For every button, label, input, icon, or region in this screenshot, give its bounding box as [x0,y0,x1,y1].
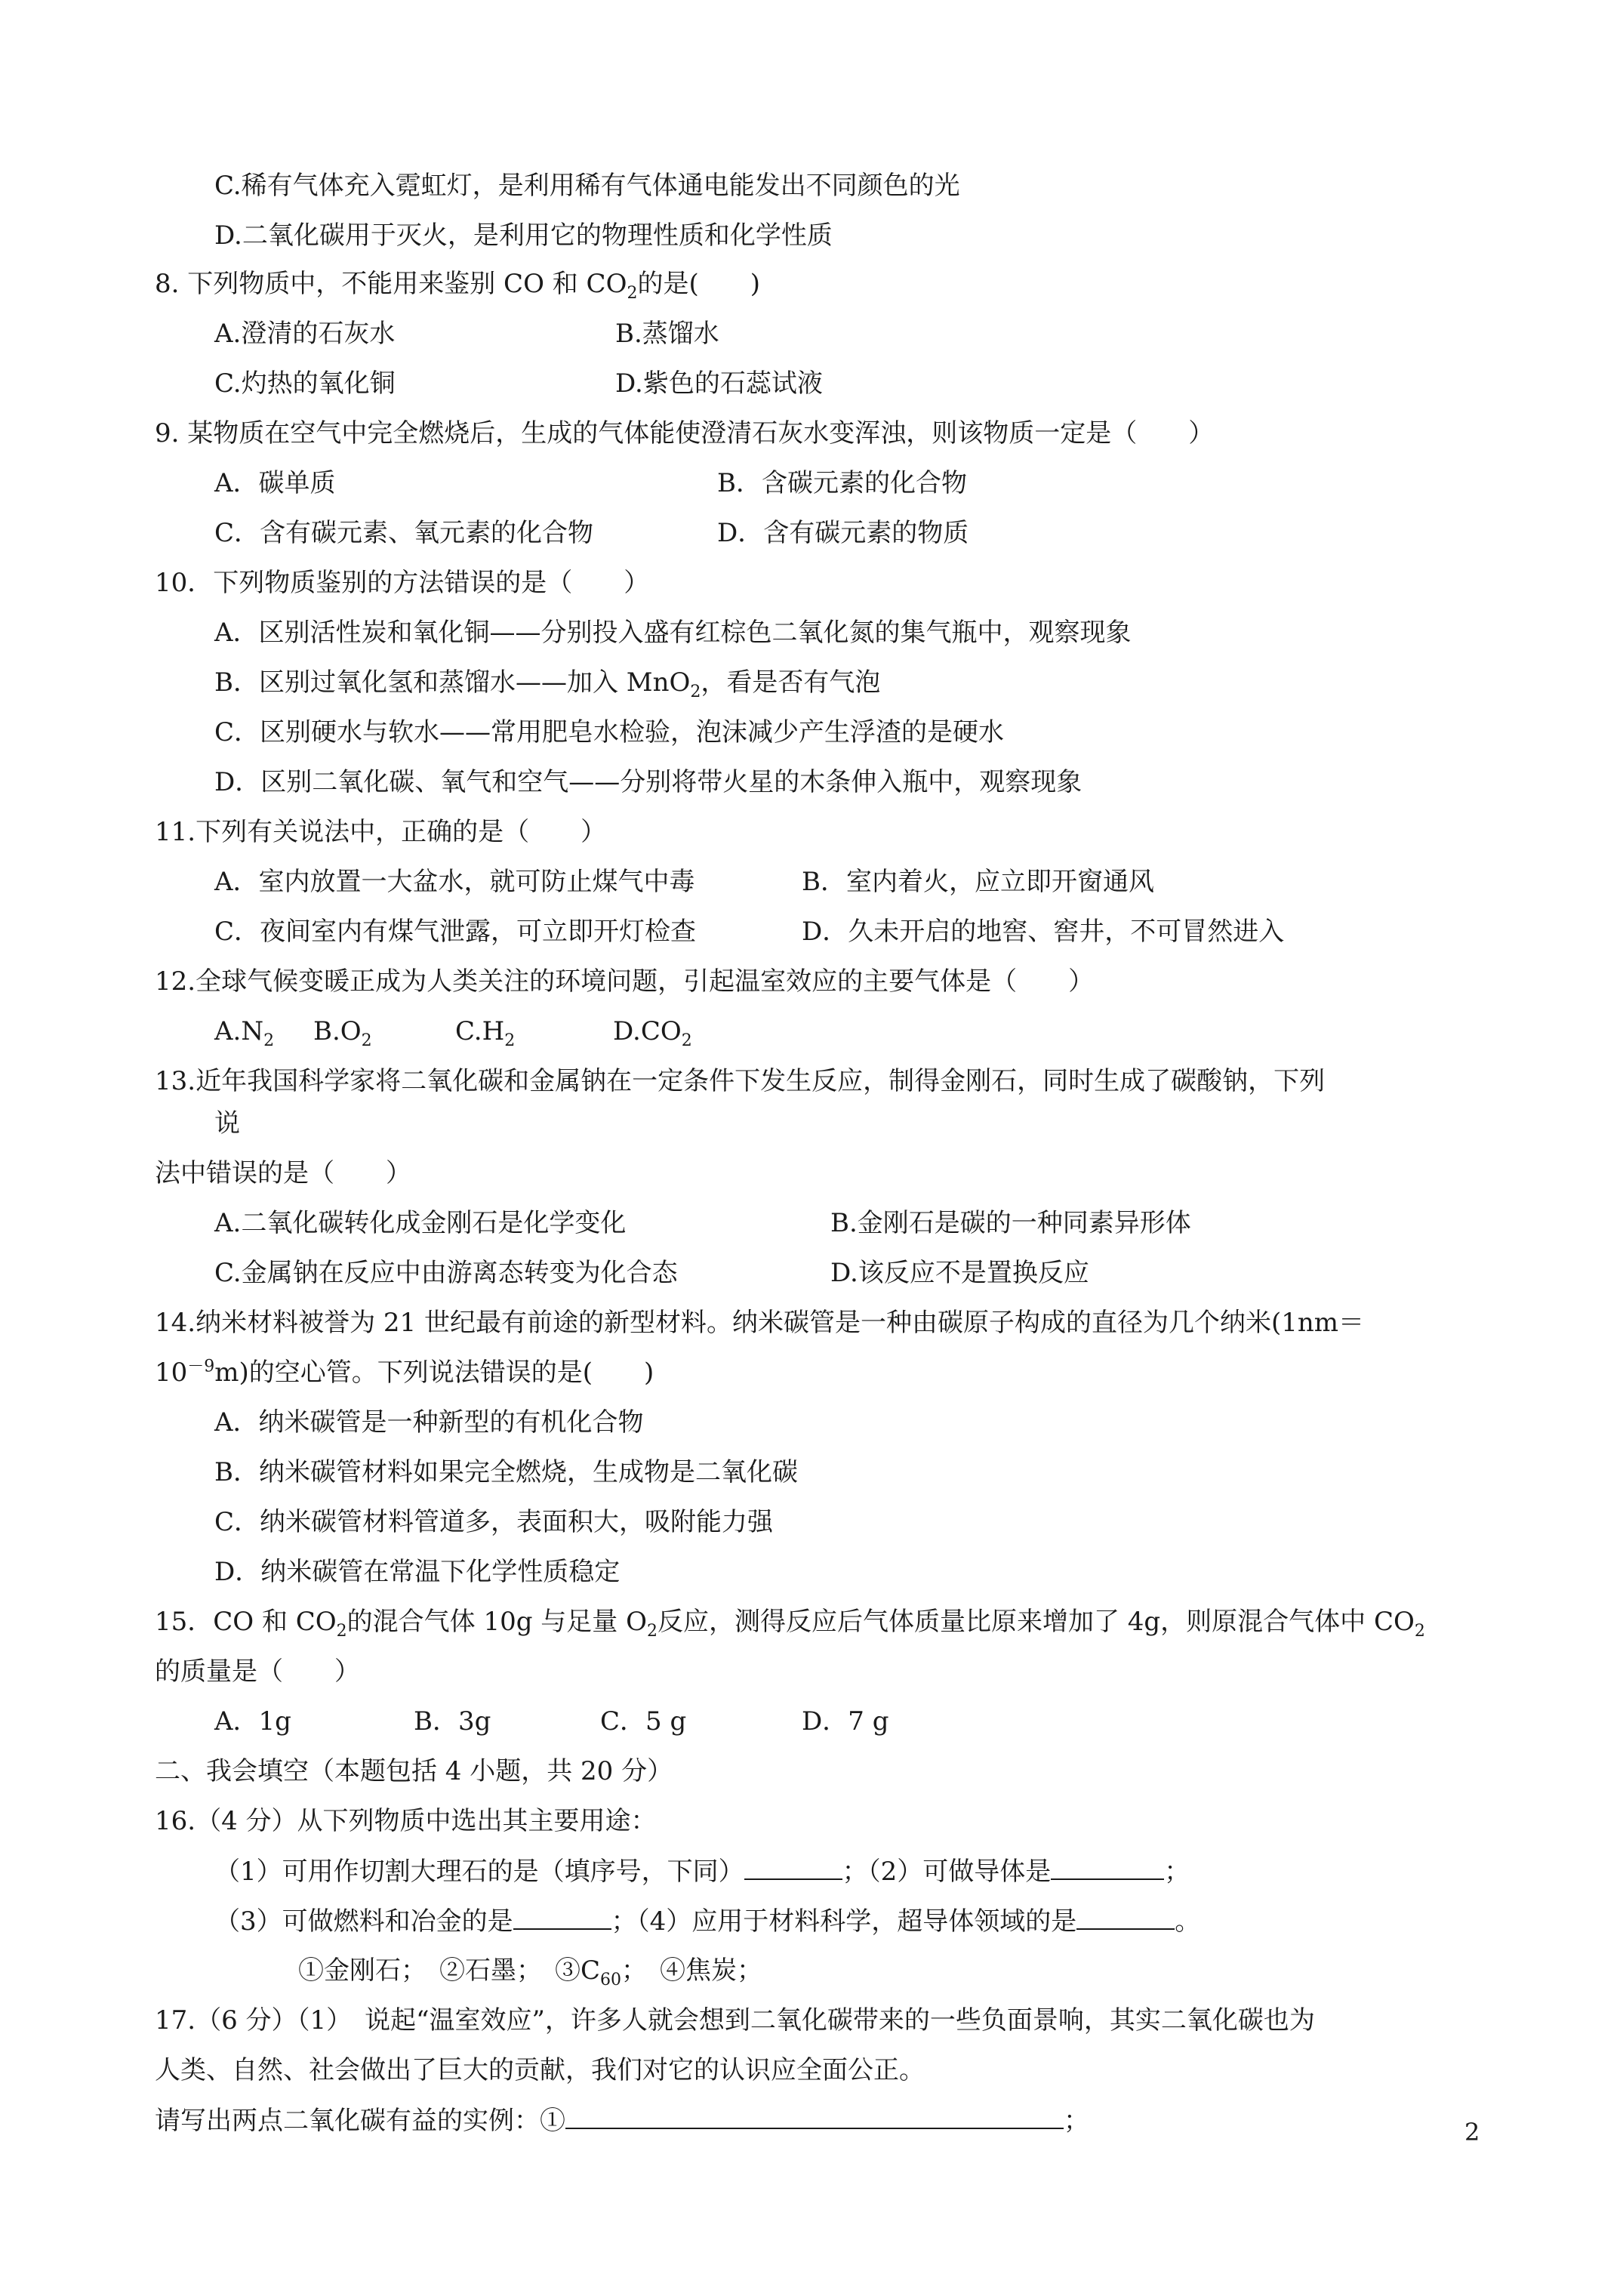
question-15 [155,1604,1425,1640]
option-c: C．纳米碳管材料管道多，表面积大，吸附能力强 [214,1507,774,1537]
option-text: B．区别过氧化氢和蒸馏水——加入 MnO [214,667,691,698]
option-a: A．区别活性炭和氧化铜——分别投入盛有红棕色二氧化氮的集气瓶中，观察现象 [214,618,1132,648]
subscript: 2 [690,682,701,701]
choice-text: ； ④焦炭； [621,1955,763,1986]
question-16-part1 [214,1853,1190,1890]
choice-text: ①金刚石； ②石墨； ③C [298,1955,601,1986]
option-d: D．区别二氧化碳、氧气和空气——分别将带火星的木条伸入瓶中，观察现象 [214,767,1083,797]
question-17: 17.（6 分）（1） 说起“温室效应”，许多人就会想到二氧化碳带来的一些负面景响，其实二氧化碳也为 [155,2005,1315,2036]
question-text: 15．CO 和 CO [155,1607,337,1637]
option-c: C.金属钠在反应中由游离态转变为化合态 [214,1258,678,1288]
option-d: D.该反应不是置换反应 [830,1258,1089,1288]
option-text: A.N [214,1016,264,1046]
question-text: （1）可用作切割大理石的是（填序号，下同） [214,1857,744,1887]
question-text: （3）可做燃料和冶金的是 [214,1906,513,1937]
subscript: 2 [681,1031,692,1050]
option-text: D.CO [613,1016,682,1046]
option-c [455,1013,515,1049]
answer-blank[interactable] [565,2102,1064,2129]
option-b: B．室内着火，应立即开窗通风 [802,867,1154,897]
question-text: 8. 下列物质中，不能用来鉴别 CO 和 CO [155,269,627,299]
subscript: 60 [600,1970,622,1989]
option-b: B．纳米碳管材料如果完全燃烧，生成物是二氧化碳 [214,1457,798,1487]
option-d: D.紫色的石蕊试液 [615,368,823,399]
option-b: B．3g [414,1706,491,1737]
option-d: D．7 g [802,1706,889,1737]
option-d: D．含有碳元素的物质 [717,518,969,548]
subscript: 2 [646,1621,658,1641]
option-b: B．含碳元素的化合物 [717,468,967,498]
option-d [613,1013,692,1049]
option-a: A．纳米碳管是一种新型的有机化合物 [214,1407,644,1438]
subscript: 2 [336,1621,347,1641]
question-16-choices [298,1952,762,1989]
question-10: 10．下列物质鉴别的方法错误的是（ ） [155,568,650,598]
question-13-wrap: 说 [214,1108,240,1139]
option-c: C．区别硬水与软水——常用肥皂水检验，泡沫减少产生浮渣的是硬水 [214,717,1005,747]
option-d: D．纳米碳管在常温下化学性质稳定 [214,1557,621,1587]
answer-blank[interactable] [744,1853,842,1880]
question-17-cont: 人类、自然、社会做出了巨大的贡献，我们对它的认识应全面公正。 [155,2055,925,2085]
subscript: 2 [504,1031,516,1050]
question-text: m)的空心管。下列说法错误的是( ) [214,1358,654,1388]
option-a: A．碳单质 [214,468,336,498]
question-16: 16.（4 分）从下列物质中选出其主要用途： [155,1806,657,1836]
question-15-cont: 的质量是（ ） [155,1657,360,1687]
option-line: D.二氧化碳用于灭火，是利用它的物理性质和化学性质 [214,220,833,251]
question-13-cont: 法中错误的是（ ） [155,1158,411,1188]
subscript: 2 [1414,1621,1425,1641]
subscript: 2 [263,1031,275,1050]
option-c: C.灼热的氧化铜 [214,368,396,399]
option-c: C．夜间室内有煤气泄露，可立即开灯检查 [214,917,697,947]
option-c: C．5 g [600,1706,687,1737]
question-13: 13.近年我国科学家将二氧化碳和金属钠在一定条件下发生反应，制得金刚石，同时生成了碳酸钠，下列 [155,1066,1326,1096]
option-text: C.H [455,1016,505,1046]
section-heading: 二、我会填空（本题包括 4 小题，共 20 分） [155,1756,673,1786]
question-text: 的混合气体 10g 与足量 O [346,1607,647,1637]
option-b [214,664,880,701]
question-11: 11.下列有关说法中，正确的是（ ） [155,817,607,847]
question-14: 14.纳米材料被誉为 21 世纪最有前途的新型材料。纳米碳管是一种由碳原子构成的直径为几个纳米(1nm＝ [155,1308,1364,1338]
question-text: ； [1164,1857,1190,1887]
option-b [313,1013,372,1049]
option-c: C．含有碳元素、氧元素的化合物 [214,518,594,548]
question-17-prompt [155,2102,1089,2139]
question-text: 10 [155,1358,188,1388]
option-line: C.稀有气体充入霓虹灯，是利用稀有气体通电能发出不同颜色的光 [214,171,960,201]
option-a: A．室内放置一大盆水，就可防止煤气中毒 [214,867,695,897]
question-text: 的是( ) [637,269,760,299]
question-12: 12.全球气候变暖正成为人类关注的环境问题，引起温室效应的主要气体是（ ） [155,966,1095,997]
question-9: 9. 某物质在空气中完全燃烧后，生成的气体能使澄清石灰水变浑浊，则该物质一定是（ ） [155,418,1215,448]
subscript: 2 [361,1031,372,1050]
option-b: B.蒸馏水 [615,319,719,349]
question-text: ； [1064,2106,1089,2136]
option-a: A．1g [214,1706,291,1737]
option-a: A.澄清的石灰水 [214,319,396,349]
question-text: ；（2）可做导体是 [842,1857,1052,1887]
question-text: 反应，测得反应后气体质量比原来增加了 4g，则原混合气体中 CO [657,1607,1415,1637]
question-text: ；（4）应用于材料科学，超导体领域的是 [611,1906,1077,1937]
answer-blank[interactable] [1076,1903,1175,1930]
question-text: 请写出两点二氧化碳有益的实例：① [155,2106,565,2136]
option-a: A.二氧化碳转化成金刚石是化学变化 [214,1208,627,1238]
option-text: B.O [313,1016,362,1046]
superscript: －9 [187,1357,215,1376]
option-b: B.金刚石是碳的一种同素异形体 [830,1208,1191,1238]
option-d: D．久未开启的地窖、窖井，不可冒然进入 [802,917,1285,947]
subscript: 2 [627,283,638,303]
question-14-cont [155,1354,654,1391]
answer-blank[interactable] [513,1903,611,1930]
option-a [214,1013,274,1049]
option-text: ，看是否有气泡 [701,667,881,698]
question-16-part2 [214,1903,1200,1940]
page-number: 2 [1464,2118,1480,2147]
question-8 [155,266,760,302]
question-text: 。 [1175,1906,1201,1937]
answer-blank[interactable] [1051,1853,1164,1880]
